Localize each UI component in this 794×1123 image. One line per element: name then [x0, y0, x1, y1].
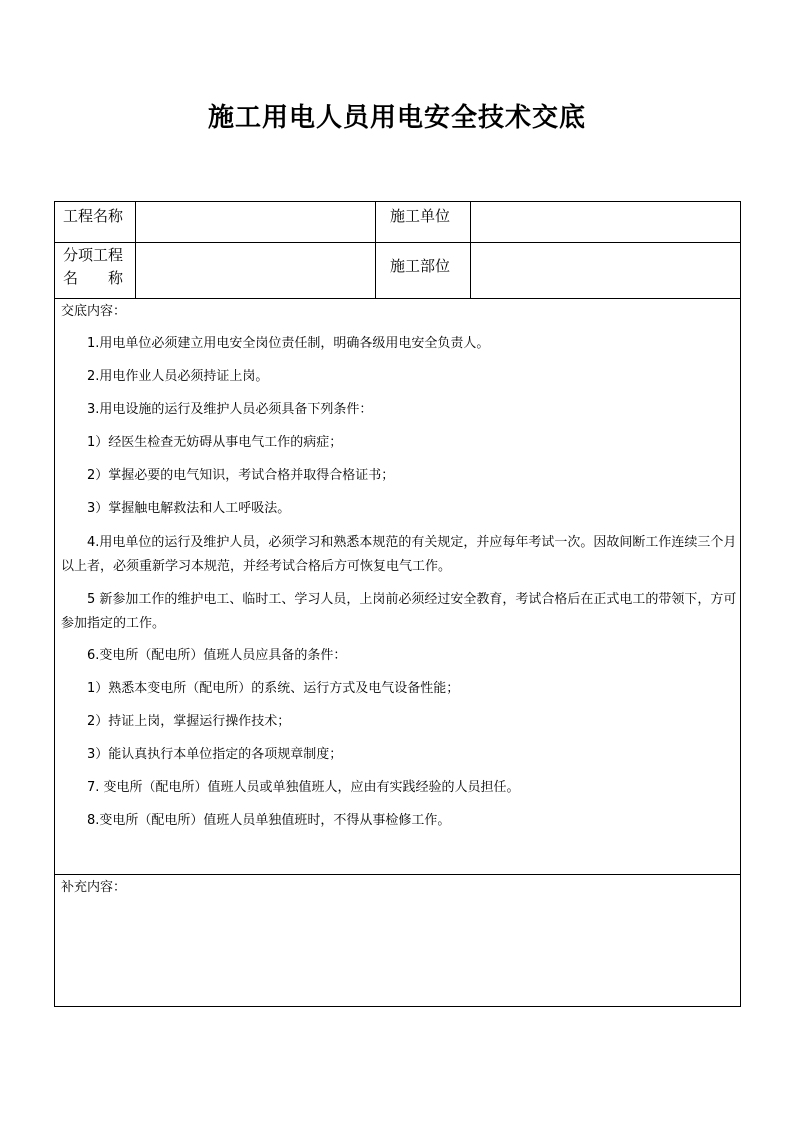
row-divider-3: [55, 874, 740, 875]
construction-part-label: 施工部位: [390, 257, 451, 275]
col-divider-3: [470, 202, 471, 298]
supplement-field[interactable]: [61, 902, 737, 1000]
disclosure-item: 1）熟悉本变电所（配电所）的系统、运行方式及电气设备性能；: [87, 681, 460, 696]
disclosure-item: 1）经医生检查无妨碍从事电气工作的病症；: [87, 435, 343, 450]
disclosure-item: 3.用电设施的运行及维护人员必须具备下列条件：: [87, 402, 373, 417]
disclosure-heading: 交底内容：: [61, 304, 127, 319]
disclosure-item: 2.用电作业人员必须持证上岗。: [87, 369, 269, 384]
project-name-label: 工程名称: [63, 207, 124, 225]
disclosure-item: 6.变电所（配电所）值班人员应具备的条件：: [87, 648, 347, 663]
row-divider-1: [55, 242, 740, 243]
sub-project-label-line1: 分项工程: [63, 246, 124, 264]
construction-unit-label: 施工单位: [390, 207, 451, 225]
document-title: 施工用电人员用电安全技术交底: [207, 103, 586, 133]
col-divider-2: [375, 202, 376, 298]
disclosure-item: 3）能认真执行本单位指定的各项规章制度；: [87, 747, 343, 762]
disclosure-item: 3）掌握触电解救法和人工呼吸法。: [87, 501, 291, 516]
disclosure-item: 5 新参加工作的维护电工、临时工、学习人员，上岗前必须经过安全教育，考试合格后在正式电工的带领下，方可参加指定的工作。: [61, 592, 737, 631]
disclosure-item: 7. 变电所（配电所）值班人员或单独值班人，应由有实践经验的人员担任。: [87, 780, 520, 795]
disclosure-item: 2）掌握必要的电气知识，考试合格并取得合格证书；: [87, 468, 395, 483]
disclosure-item: 8.变电所（配电所）值班人员单独值班时，不得从事检修工作。: [87, 813, 451, 828]
disclosure-item: 2）持证上岗，掌握运行操作技术；: [87, 714, 291, 729]
sub-project-label-line2: 名 称: [63, 269, 124, 287]
disclosure-item: 4.用电单位的运行及维护人员，必须学习和熟悉本规范的有关规定，并应每年考试一次。因故间断工作连续三个月以上者，必须重新学习本规范，并经考试合格后方可恢复电气工作。: [61, 535, 737, 574]
disclosure-item: 1.用电单位必须建立用电安全岗位责任制，明确各级用电安全负责人。: [87, 336, 490, 351]
disclosure-form: [54, 201, 741, 1007]
col-divider-1: [135, 202, 136, 298]
row-divider-2: [55, 298, 740, 299]
supplement-heading: 补充内容：: [61, 880, 127, 895]
